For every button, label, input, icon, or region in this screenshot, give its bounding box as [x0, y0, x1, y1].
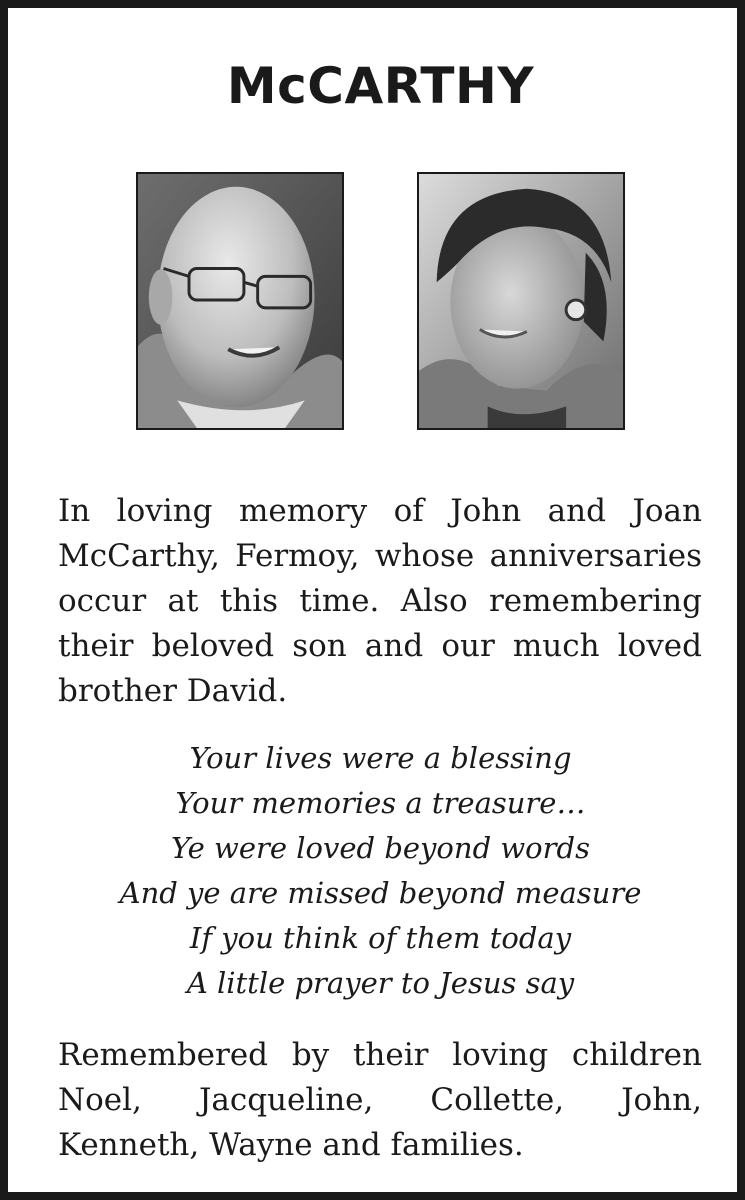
surname-heading: McCARTHY: [226, 57, 535, 115]
verse-line: Your memories a treasure…: [175, 786, 586, 820]
verse-line: And ye are missed beyond measure: [119, 876, 642, 910]
portrait-photo-woman: [417, 172, 625, 430]
verse-line: A little prayer to Jesus say: [186, 966, 575, 1000]
verse-line: Your lives were a blessing: [189, 741, 572, 775]
portrait-photo-man: [136, 172, 344, 430]
memorial-verse: [8, 736, 745, 1006]
verse-line: Ye were loved beyond words: [171, 831, 590, 865]
memorial-paragraph: In loving memory of John and Joan McCarthy, Fermoy, whose anniversaries occur at this time. Also remembering their beloved son and our much loved brother David.: [58, 493, 702, 709]
verse-line: If you think of them today: [189, 921, 572, 955]
remembered-by-paragraph: Remembered by their loving children Noel, Jacqueline, Collette, John, Kenneth, Wayne and families.: [58, 1037, 702, 1163]
